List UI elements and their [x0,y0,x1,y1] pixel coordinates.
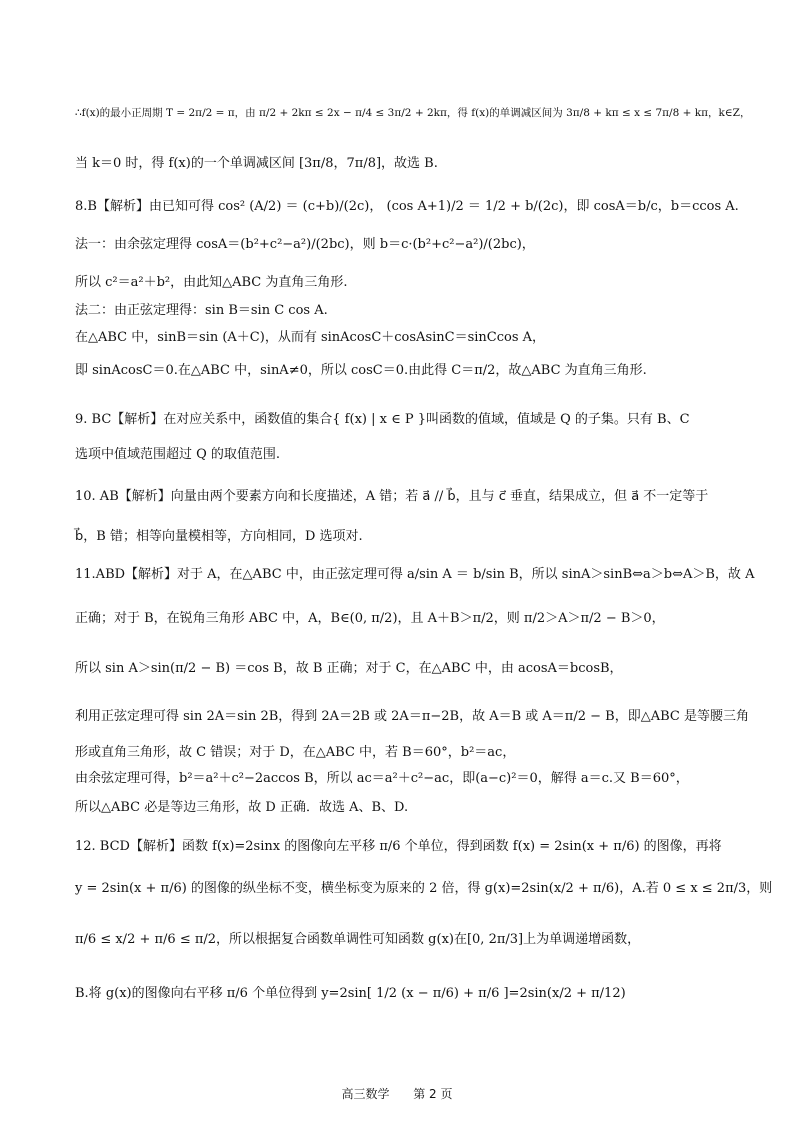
text-line: ∴f(x)的最小正周期 T = 2π/2 = π，由 π/2 + 2kπ ≤ 2x − π/4 ≤ 3π/2 + 2kπ，得 f(x)的单调减区间为 3π/8 + kπ ≤ x ≤ 7π/8 + kπ，k∈Z， [75,107,751,119]
text-line: 10. AB【解析】向量由两个要素方向和长度描述，A 错；若 a⃗ // b⃗，且与 c⃗ 垂直，结果成立，但 a⃗ 不一定等于 [75,489,709,504]
text-line: B.将 g(x)的图像向右平移 π/6 个单位得到 y=2sin[ 1/2 (x − π/6) + π/6 ]=2sin(x/2 + π/12) [75,986,626,1001]
text-line: 11.ABD【解析】对于 A，在△ABC 中，由正弦定理可得 a/sin A ＝ b/sin B，所以 sinA＞sinB⇔a＞b⇔A＞B，故 A [75,567,755,582]
text-line: 所以 c²＝a²＋b²，由此知△ABC 为直角三角形. [75,275,348,290]
text-line: π/6 ≤ x/2 + π/6 ≤ π/2，所以根据复合函数单调性可知函数 g(x)在[0, 2π/3]上为单调递增函数， [75,932,641,947]
text-line: 正确；对于 B，在锐角三角形 ABC 中，A，B∈(0, π/2)，且 A＋B＞π/2，则 π/2＞A＞π/2 − B＞0， [75,611,665,626]
text-line: 形或直角三角形，故 C 错误；对于 D，在△ABC 中，若 B＝60°，b²＝ac， [75,745,516,760]
text-line: 由余弦定理可得，b²＝a²＋c²−2accos B，所以 ac＝a²＋c²−ac，即(a−c)²＝0，解得 a＝c.又 B＝60°， [75,771,689,786]
text-line: b⃗，B 错；相等向量模相等，方向相同，D 选项对. [75,529,363,544]
text-line: 当 k＝0 时，得 f(x)的一个单调减区间 [3π/8，7π/8]，故选 B. [75,156,438,171]
text-line: 利用正弦定理可得 sin 2A＝sin 2B，得到 2A＝2B 或 2A＝π−2B，故 A＝B 或 A＝π/2 − B，即△ABC 是等腰三角 [75,709,749,724]
text-line: 即 sinAcosC＝0.在△ABC 中，sinA≠0，所以 cosC＝0.由此得 C＝π/2，故△ABC 为直角三角形. [75,363,647,378]
text-line: y = 2sin(x + π/6) 的图像的纵坐标不变，横坐标变为原来的 2 倍，得 g(x)=2sin(x/2 + π/6)，A.若 0 ≤ x ≤ 2π/3，则 [75,881,773,896]
text-line: 9. BC【解析】在对应关系中，函数值的集合{ f(x) | x ∈ P }叫函数的值域，值域是 Q 的子集。只有 B、C [75,412,690,427]
footer-page-number: 第 2 页 [413,1087,453,1101]
text-line: 法二：由正弦定理得：sin B＝sin C cos A. [75,303,328,318]
text-line: 所以 sin A＞sin(π/2 − B) ＝cos B，故 B 正确；对于 C，在△ABC 中，由 acosA＝bcosB， [75,661,623,676]
text-line: 选项中值域范围超过 Q 的取值范围. [75,447,281,462]
page-footer [0,1085,794,1102]
text-line: 在△ABC 中，sinB＝sin (A＋C)，从而有 sinAcosC＋cosAsinC＝sinCcos A， [75,330,546,345]
text-line: 法一：由余弦定理得 cosA＝(b²+c²−a²)/(2bc)，则 b＝c·(b²+c²−a²)/(2bc)， [75,237,535,252]
footer-subject: 高三数学 [341,1087,390,1101]
text-line: 12. BCD【解析】函数 f(x)=2sinx 的图像向左平移 π/6 个单位，得到函数 f(x) = 2sin(x + π/6) 的图像，再将 [75,839,722,854]
text-line: 所以△ABC 必是等边三角形，故 D 正确．故选 A、B、D. [75,800,409,815]
text-line: 8.B【解析】由已知可得 cos² (A/2) ＝ (c+b)/(2c)， (cos A+1)/2 ＝ 1/2 + b/(2c)，即 cosA＝b/c，b＝ccos A. [75,199,739,214]
